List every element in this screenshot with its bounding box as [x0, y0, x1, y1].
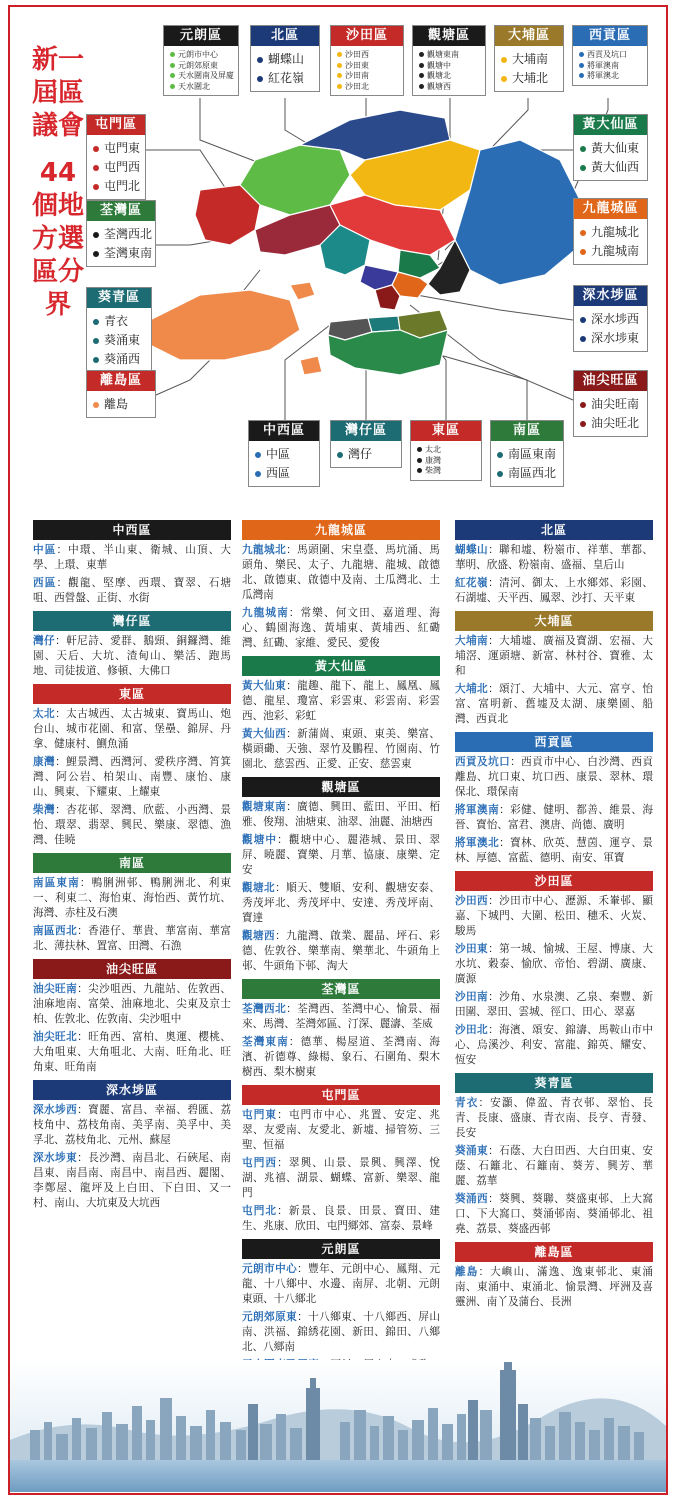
map-label-title: 東區: [411, 421, 481, 441]
bullet-icon: [170, 84, 175, 89]
constituency-areas: 九龍灣、啟業、麗晶、坪石、彩德、佐敦谷、樂華南、樂華北、牛頭角上邨、牛頭角下邨、淘大: [242, 930, 441, 972]
district-section: [242, 520, 440, 651]
constituency-name: 南區西北: [33, 925, 78, 937]
map-label-southern: [490, 420, 564, 487]
constituency-entry: 油尖旺南：尖沙咀西、九龍站、佐敦西、油麻地南、富榮、油麻地北、尖東及京士柏、佐敦北、佐敦南、尖沙咀中: [33, 983, 232, 1025]
bullet-icon: [93, 319, 99, 325]
map-label-title: 黃大仙區: [574, 115, 647, 135]
constituency-entry: 觀塘東南：廣德、興田、藍田、平田、栢雅、俊翔、油塘東、油翠、油麗、油塘西: [242, 801, 441, 828]
bullet-icon: [170, 52, 175, 57]
district-section: [33, 684, 231, 848]
constituency-name: 油尖旺南: [33, 983, 78, 995]
map-label-item: 屯門北: [93, 177, 139, 196]
constituency-entry: 元朗郊原東：十八鄉東、十八鄉西、屏山南、洪福、錦綉花園、新田、錦田、八鄉北、八鄉南: [242, 1311, 441, 1353]
constituency-entry: 油尖旺北：旺角西、富柏、奧運、櫻桃、大角咀東、大角咀北、大南、旺角北、旺角東、旺角南: [33, 1031, 232, 1073]
map-label-item: 中區: [255, 445, 313, 464]
constituency-name: 觀塘東南: [242, 801, 287, 813]
map-label-title: 灣仔區: [331, 421, 401, 441]
constituency-name: 將軍澳南: [455, 804, 500, 816]
district-section: [33, 611, 231, 679]
district-section-header: 沙田區: [455, 871, 653, 891]
map-label-item: 九龍城北: [580, 223, 641, 242]
constituency-name: 沙田南: [455, 991, 489, 1003]
list-column-3: [455, 520, 653, 1315]
constituency-areas: 大嶼山、滿逸、逸東邨北、東涌南、東涌中、東涌北、愉景灣、坪洲及喜靈洲、南丫及蒲台、長洲: [455, 1266, 654, 1308]
map-label-title: 屯門區: [87, 115, 145, 135]
constituency-areas: 觀龍、堅摩、西環、寶翠、石塘咀、西營盤、正街、水街: [33, 577, 232, 604]
constituency-entry: 柴灣：杏花邨、翠灣、欣藍、小西灣、景怡、環翠、翡翠、興民、樂康、翠德、漁灣、佳曉: [33, 804, 232, 846]
constituency-name: 離島: [455, 1266, 479, 1278]
bullet-icon: [93, 146, 99, 152]
constituency-name: 元朗郊原東: [242, 1311, 298, 1323]
map-label-item: 油尖旺南: [580, 395, 641, 414]
bullet-icon: [257, 76, 263, 82]
bullet-icon: [337, 84, 342, 89]
map-label-item: 觀塘北: [419, 71, 479, 82]
constituency-entry: 灣仔：軒尼詩、愛群、鵝頸、銅鑼灣、維園、天后、大坑、渣甸山、樂活、跑馬地、司徒拔道、修頓、大佛口: [33, 635, 232, 677]
district-section-header: 九龍城區: [242, 520, 440, 540]
constituency-entry: 屯門北：新景、良景、田景、寶田、建生、兆康、欣田、屯門鄉郊、富泰、景峰: [242, 1205, 441, 1232]
constituency-name: 沙田北: [455, 1024, 489, 1036]
constituency-entry: 中區：中環、半山東、衛城、山頂、大學、上環、東華: [33, 544, 232, 571]
map-label-title: 觀塘區: [413, 26, 485, 46]
constituency-entry: 離島：大嶼山、滿逸、逸東邨北、東涌南、東涌中、東涌北、愉景灣、坪洲及喜靈洲、南丫及蒲台、長洲: [455, 1266, 654, 1308]
constituency-name: 荃灣東南: [242, 1036, 289, 1048]
constituency-name: 灣仔: [33, 635, 56, 647]
constituency-name: 黃大仙東: [242, 680, 287, 692]
map-label-item: 元朗市中心: [170, 50, 232, 61]
constituency-name: 西區: [33, 577, 57, 589]
constituency-entry: 荃灣西北：荃灣西、荃灣中心、愉景、福來、馬灣、荃灣郊區、汀深、麗濤、荃威: [242, 1003, 441, 1030]
district-section-header: 黃大仙區: [242, 656, 440, 676]
district-section: [33, 959, 231, 1075]
district-section-header: 觀塘區: [242, 777, 440, 797]
constituency-entry: 九龍城南：常樂、何文田、嘉道理、海心、鶴園海逸、黃埔東、黃埔西、紅磡灣、紅磡、家維、愛民、愛俊: [242, 607, 441, 649]
constituency-name: 屯門東: [242, 1109, 278, 1121]
map-label-yuen-long: [163, 25, 239, 96]
constituency-areas: 廣德、興田、藍田、平田、栢雅、俊翔、油塘東、油翠、油麗、油塘西: [242, 801, 441, 828]
map-label-item: 柴灣: [417, 466, 475, 477]
district-section: [455, 732, 653, 866]
constituency-areas: 鴨脷洲邨、鴨脷洲北、利東一、利東二、海怡東、海怡西、黃竹坑、海灣、赤柱及石澳: [33, 877, 232, 919]
constituency-name: 中區: [33, 544, 57, 556]
bullet-icon: [580, 336, 586, 342]
constituency-entry: 葵涌東：石蔭、大白田西、大白田東、安蔭、石籬北、石籬南、葵芳、興芳、華麗、荔華: [455, 1145, 654, 1187]
constituency-entry: 觀塘西：九龍灣、啟業、麗晶、坪石、彩德、佐敦谷、樂華南、樂華北、牛頭角上邨、牛頭角下邨、淘大: [242, 930, 441, 972]
map-label-item: 沙田東: [337, 61, 397, 72]
bullet-icon: [417, 468, 422, 473]
bullet-icon: [580, 146, 586, 152]
constituency-name: 康灣: [33, 756, 56, 768]
constituency-areas: 長沙灣、南昌北、石硤尾、南昌東、南昌南、南昌中、南昌西、麗閣、李鄭屋、龍坪及上白田、下白田、又一村、南山、大坑東及大坑西: [33, 1152, 232, 1209]
constituency-areas: 香港仔、華貴、華富南、華富北、薄扶林、置富、田灣、石漁: [33, 925, 232, 952]
constituency-entry: 太北：太古城西、太古城東、寶馬山、炮台山、城市花園、和富、堡壘、錦屏、丹拿、健康村、鰂魚涌: [33, 708, 232, 750]
map-label-wan-chai: [330, 420, 402, 468]
constituency-areas: 十八鄉東、十八鄉西、屏山南、洪福、錦綉花園、新田、錦田、八鄉北、八鄉南: [242, 1311, 441, 1353]
constituency-entry: 元朗市中心：豐年、元朗中心、鳳翔、元龍、十八鄉中、水邊、南屏、北朝、元朗東頭、十八鄉北: [242, 1263, 441, 1305]
constituency-areas: 順天、雙順、安利、觀塘安泰、秀茂坪北、秀茂坪中、安達、秀茂坪南、寶達: [242, 882, 441, 924]
district-section: [242, 1085, 440, 1234]
constituency-entry: 南區東南：鴨脷洲邨、鴨脷洲北、利東一、利東二、海怡東、海怡西、黃竹坑、海灣、赤柱及石澳: [33, 877, 232, 919]
bullet-icon: [579, 52, 584, 57]
constituency-areas: 新景、良景、田景、寶田、建生、兆康、欣田、屯門鄉郊、富泰、景峰: [242, 1205, 441, 1232]
bullet-icon: [580, 249, 586, 255]
bullet-icon: [580, 421, 586, 427]
constituency-areas: 清河、御太、上水鄉郊、彩園、石湖墟、天平西、鳳翠、沙打、天平東: [455, 577, 654, 604]
constituency-entry: 康灣：鯉景灣、西灣河、愛秩序灣、筲箕灣、阿公岩、柏架山、南豐、康怡、康山、興東、下耀東、上耀東: [33, 756, 232, 798]
constituency-entry: 沙田北：海濱、頌安、錦濤、馬鞍山市中心、烏溪沙、利安、富龍、錦英、耀安、恆安: [455, 1024, 654, 1066]
constituency-areas: 石蔭、大白田西、大白田東、安蔭、石籬北、石籬南、葵芳、興芳、華麗、荔華: [455, 1145, 654, 1187]
constituency-areas: 彩健、健明、都善、維景、海晉、寶怡、富君、澳唐、尚德、廣明: [455, 804, 654, 831]
bullet-icon: [93, 232, 99, 238]
constituency-entry: 西貢及坑口：西貢市中心、白沙灣、西貢離島、坑口東、坑口西、康景、翠林、環保北、環保南: [455, 756, 654, 798]
constituency-name: 觀塘北: [242, 882, 276, 894]
constituency-entry: 屯門東：屯門市中心、兆置、安定、兆翠、友愛南、友愛北、新墟、掃管笏、三聖、恒福: [242, 1109, 441, 1151]
bullet-icon: [93, 402, 99, 408]
bullet-icon: [419, 52, 424, 57]
constituency-areas: 杏花邨、翠灣、欣藍、小西灣、景怡、環翠、翡翠、興民、樂康、翠德、漁灣、佳曉: [33, 804, 232, 846]
constituency-entry: 南區西北：香港仔、華貴、華富南、華富北、薄扶林、置富、田灣、石漁: [33, 925, 232, 952]
constituency-areas: 豐年、元朗中心、鳳翔、元龍、十八鄉中、水邊、南屏、北朝、元朗東頭、十八鄉北: [242, 1263, 441, 1305]
constituency-entry: 深水埗西：寶麗、富昌、幸福、碧匯、荔枝角中、荔枝角南、美孚南、美孚中、美孚北、荔枝角北、元州、蘇屋: [33, 1104, 232, 1146]
map-label-title: 大埔區: [495, 26, 563, 46]
constituency-name: 深水埗東: [33, 1152, 78, 1164]
constituency-entry: 黃大仙東：龍趣、龍下、龍上、鳳凰、鳳德、龍星、瓊富、彩雲東、彩雲南、彩雲西、池彩、彩虹: [242, 680, 441, 722]
constituency-entry: 大埔南：大埔墟、廣福及寶湖、宏福、大埔滘、運頭塘、新富、林村谷、寶雅、太和: [455, 635, 654, 677]
map-label-item: 將軍澳北: [579, 71, 641, 82]
skyline-illustration: [10, 1360, 666, 1492]
map-label-item: 油尖旺北: [580, 414, 641, 433]
map-label-item: 觀塘中: [419, 61, 479, 72]
district-section: [33, 853, 231, 954]
map-label-item: 九龍城南: [580, 242, 641, 261]
map-label-sham-shui-po: [573, 285, 648, 352]
constituency-areas: 聯和墟、粉嶺市、祥華、華都、華明、欣盛、粉嶺南、盛福、皇后山: [455, 544, 654, 571]
map-label-item: 離島: [93, 395, 149, 414]
map-label-wong-tai-sin: [573, 114, 648, 181]
constituency-entry: 黃大仙西：新蒲崗、東頭、東美、樂富、橫頭磡、天強、翠竹及鵬程、竹園南、竹園北、慈雲西、正愛、正安、慈雲東: [242, 728, 441, 770]
constituency-areas: 觀塘中心、麗港城、景田、翠屏、曉麗、寶樂、月華、協康、康樂、定安: [242, 834, 441, 876]
district-section: [33, 1080, 231, 1211]
bullet-icon: [417, 447, 422, 452]
map-label-item: 西貢及坑口: [579, 50, 641, 61]
map-label-item: 黃大仙西: [580, 158, 641, 177]
bullet-icon: [497, 471, 503, 477]
map-label-title: 南區: [491, 421, 563, 441]
district-section-header: 大埔區: [455, 611, 653, 631]
constituency-entry: 九龍城北：馬頭圍、宋皇臺、馬坑涌、馬頭角、樂民、太子、九龍塘、龍城、啟德北、啟德東、啟德中及南、土瓜灣北、土瓜灣南: [242, 544, 441, 601]
map-label-item: 荃灣西北: [93, 225, 149, 244]
map-label-item: 天水圍北: [170, 82, 232, 93]
bullet-icon: [93, 251, 99, 257]
map-label-title: 油尖旺區: [574, 371, 647, 391]
map-label-title: 離島區: [87, 371, 155, 391]
constituency-entry: 蝴蝶山：聯和墟、粉嶺市、祥華、華都、華明、欣盛、粉嶺南、盛福、皇后山: [455, 544, 654, 571]
constituency-entry: 紅花嶺：清河、御太、上水鄉郊、彩園、石湖墟、天平西、鳳翠、沙打、天平東: [455, 577, 654, 604]
title-line-1: 新一屆區議會: [31, 45, 84, 141]
district-section-header: 中西區: [33, 520, 231, 540]
constituency-name: 觀塘中: [242, 834, 278, 846]
map-label-item: 葵涌東: [93, 331, 145, 350]
map-label-title: 荃灣區: [87, 201, 155, 221]
map-regions: [150, 110, 580, 375]
bullet-icon: [337, 63, 342, 68]
constituency-areas: 龍趣、龍下、龍上、鳳凰、鳳德、龍星、瓊富、彩雲東、彩雲南、彩雲西、池彩、彩虹: [242, 680, 441, 722]
district-section-header: 元朗區: [242, 1239, 440, 1259]
map-label-kwun-tong: [412, 25, 486, 96]
district-section: [455, 1242, 653, 1310]
constituency-areas: 寶林、欣英、慧茵、運亨、景林、厚德、富藍、德明、南安、軍寶: [455, 837, 654, 864]
map-label-title: 深水埗區: [574, 286, 647, 306]
list-column-2: [242, 520, 440, 1441]
constituency-entry: 沙田南：沙角、水泉澳、乙泉、秦豐、新田圍、翠田、雲城、徑口、田心、翠嘉: [455, 991, 654, 1018]
bullet-icon: [337, 73, 342, 78]
bullet-icon: [580, 402, 586, 408]
map-label-item: 天水圍南及屏廈: [170, 71, 232, 82]
district-section: [242, 777, 440, 974]
constituency-areas: 寶麗、富昌、幸福、碧匯、荔枝角中、荔枝角南、美孚南、美孚中、美孚北、荔枝角北、元州、蘇屋: [33, 1104, 232, 1146]
constituency-name: 屯門西: [242, 1157, 278, 1169]
constituency-entry: 沙田西：沙田市中心、瀝源、禾輋邨、顯嘉、下城門、大圍、松田、穗禾、火炭、駿馬: [455, 895, 654, 937]
constituency-entry: 觀塘中：觀塘中心、麗港城、景田、翠屏、曉麗、寶樂、月華、協康、康樂、定安: [242, 834, 441, 876]
bullet-icon: [93, 338, 99, 344]
constituency-entry: 將軍澳南：彩健、健明、都善、維景、海晉、寶怡、富君、澳唐、尚德、廣明: [455, 804, 654, 831]
district-section: [33, 520, 231, 606]
bullet-icon: [497, 452, 503, 458]
constituency-areas: 鯉景灣、西灣河、愛秩序灣、筲箕灣、阿公岩、柏架山、南豐、康怡、康山、興東、下耀東、上耀東: [33, 756, 232, 798]
constituency-name: 沙田東: [455, 943, 489, 955]
map-label-title: 葵青區: [87, 288, 151, 308]
bullet-icon: [580, 165, 586, 171]
title-line-2: 44個地方選區分界: [31, 158, 84, 320]
constituency-name: 黃大仙西: [242, 728, 287, 740]
region-islands: [150, 290, 300, 360]
constituency-areas: 沙田市中心、瀝源、禾輋邨、顯嘉、下城門、大圍、松田、穗禾、火炭、駿馬: [455, 895, 654, 937]
map-label-item: 黃大仙東: [580, 139, 641, 158]
map-label-item: 沙田北: [337, 82, 397, 93]
map-label-item: 南區西北: [497, 464, 557, 483]
constituency-areas: 頌汀、大埔中、大元、富亨、怡富、富明新、舊墟及太湖、康樂園、船灣、西貢北: [455, 683, 654, 725]
constituency-areas: 沙角、水泉澳、乙泉、秦豐、新田圍、翠田、雲城、徑口、田心、翠嘉: [455, 991, 654, 1018]
map-label-item: 屯門西: [93, 158, 139, 177]
constituency-areas: 太古城西、太古城東、寶馬山、炮台山、城市花園、和富、堡壘、錦屏、丹拿、健康村、鰂魚涌: [33, 708, 232, 750]
map-label-item: 南區東南: [497, 445, 557, 464]
constituency-name: 九龍城北: [242, 544, 287, 556]
bullet-icon: [417, 458, 422, 463]
constituency-entry: 荃灣東南：德華、楊屋道、荃灣南、海濱、祈德尊、綠楊、象石、石圍角、梨木樹西、梨木樹東: [242, 1036, 441, 1078]
map-label-sha-tin: [330, 25, 404, 96]
map-label-tuen-mun: [86, 114, 146, 200]
list-column-1: [33, 520, 231, 1216]
constituency-entry: 屯門西：翠興、山景、景興、興澤、悅湖、兆禧、湖景、蝴蝶、富新、樂翠、龍門: [242, 1157, 441, 1199]
district-section: [242, 656, 440, 772]
constituency-areas: 常樂、何文田、嘉道理、海心、鶴園海逸、黃埔東、黃埔西、紅磡灣、紅磡、家維、愛民、愛俊: [242, 607, 441, 649]
map-label-item: 沙田南: [337, 71, 397, 82]
constituency-entry: 沙田東：第一城、愉城、王屋、博康、大水坑、穀泰、愉欣、帝怡、碧湖、廣康、廣源: [455, 943, 654, 985]
constituency-name: 葵涌東: [455, 1145, 489, 1157]
constituency-entry: 觀塘北：順天、雙順、安利、觀塘安泰、秀茂坪北、秀茂坪中、安達、秀茂坪南、寶達: [242, 882, 441, 924]
district-section: [455, 1073, 653, 1237]
constituency-areas: 軒尼詩、愛群、鵝頸、銅鑼灣、維園、天后、大坑、渣甸山、樂活、跑馬地、司徒拔道、修頓、大佛口: [33, 635, 232, 677]
bullet-icon: [257, 57, 263, 63]
constituency-name: 屯門北: [242, 1205, 278, 1217]
bullet-icon: [93, 357, 99, 363]
map-label-item: 元朗郊原東: [170, 61, 232, 72]
map-label-item: 葵涌西: [93, 350, 145, 369]
constituency-areas: 安灝、偉盈、青衣邨、翠怡、長青、長康、盛康、青衣南、長亨、青發、長安: [455, 1097, 654, 1139]
map-label-central-western: [248, 420, 320, 487]
district-section: [242, 979, 440, 1080]
map-label-north: [250, 25, 320, 92]
district-section-header: 南區: [33, 853, 231, 873]
constituency-name: 深水埗西: [33, 1104, 78, 1116]
district-section: [455, 871, 653, 1068]
map-label-title: 九龍城區: [574, 199, 647, 219]
constituency-name: 紅花嶺: [455, 577, 489, 589]
district-section-header: 葵青區: [455, 1073, 653, 1093]
constituency-name: 九龍城南: [242, 607, 289, 619]
constituency-areas: 西貢市中心、白沙灣、西貢離島、坑口東、坑口西、康景、翠林、環保北、環保南: [455, 756, 654, 798]
constituency-name: 蝴蝶山: [455, 544, 489, 556]
constituency-name: 南區東南: [33, 877, 80, 889]
constituency-name: 觀塘西: [242, 930, 276, 942]
map-label-title: 西貢區: [573, 26, 647, 46]
bullet-icon: [93, 184, 99, 190]
constituency-areas: 新蒲崗、東頭、東美、樂富、橫頭磡、天強、翠竹及鵬程、竹園南、竹園北、慈雲西、正愛、正安、慈雲東: [242, 728, 441, 770]
map-label-item: 深水埗西: [580, 310, 641, 329]
region-islands-small: [290, 282, 315, 300]
map-label-item: 大埔北: [501, 69, 557, 88]
map-label-item: 荃灣東南: [93, 244, 149, 263]
map-label-item: 紅花嶺: [257, 69, 313, 88]
constituency-entry: 將軍澳北：寶林、欣英、慧茵、運亨、景林、厚德、富藍、德明、南安、軍寶: [455, 837, 654, 864]
map-label-item: 觀塘東南: [419, 50, 479, 61]
constituency-entry: 西區：觀龍、堅摩、西環、寶翠、石塘咀、西營盤、正街、水街: [33, 577, 232, 604]
map-label-item: 深水埗東: [580, 329, 641, 348]
constituency-entry: 葵涌西：葵興、葵聯、葵盛東邨、上大窩口、下大窩口、葵涌邨南、葵涌邨北、祖堯、荔景、葵盛西邨: [455, 1193, 654, 1235]
map-label-item: 青衣: [93, 312, 145, 331]
constituency-areas: 馬頭圍、宋皇臺、馬坑涌、馬頭角、樂民、太子、九龍塘、龍城、啟德北、啟德東、啟德中及南、土瓜灣北、土瓜灣南: [242, 544, 441, 601]
constituency-name: 葵涌西: [455, 1193, 489, 1205]
constituency-name: 元朗市中心: [242, 1263, 298, 1275]
map-label-title: 北區: [251, 26, 319, 46]
map-label-eastern: [410, 420, 482, 481]
bullet-icon: [501, 76, 507, 82]
constituency-name: 大埔北: [455, 683, 489, 695]
bullet-icon: [337, 52, 342, 57]
map-label-kwai-tsing: [86, 287, 152, 373]
map-label-item: 康灣: [417, 456, 475, 467]
constituency-areas: 海濱、頌安、錦濤、馬鞍山市中心、烏溪沙、利安、富龍、錦英、耀安、恆安: [455, 1024, 654, 1066]
bullet-icon: [337, 452, 343, 458]
district-section-header: 東區: [33, 684, 231, 704]
map-label-item: 蝴蝶山: [257, 50, 313, 69]
bullet-icon: [255, 471, 261, 477]
map-label-title: 中西區: [249, 421, 319, 441]
region-wan-chai: [368, 316, 400, 332]
map-label-kowloon-city: [573, 198, 648, 265]
bullet-icon: [579, 73, 584, 78]
district-section-header: 西貢區: [455, 732, 653, 752]
bullet-icon: [255, 452, 261, 458]
bullet-icon: [419, 63, 424, 68]
constituency-areas: 翠興、山景、景興、興澤、悅湖、兆禧、湖景、蝴蝶、富新、樂翠、龍門: [242, 1157, 441, 1199]
map-label-item: 灣仔: [337, 445, 395, 464]
map-label-item: 太北: [417, 445, 475, 456]
constituency-name: 將軍澳北: [455, 837, 500, 849]
map-label-item: 沙田西: [337, 50, 397, 61]
bullet-icon: [580, 317, 586, 323]
constituency-entry: 青衣：安灝、偉盈、青衣邨、翠怡、長青、長康、盛康、青衣南、長亨、青發、長安: [455, 1097, 654, 1139]
district-section-header: 深水埗區: [33, 1080, 231, 1100]
map-label-item: 觀塘西: [419, 82, 479, 93]
district-section: [455, 611, 653, 727]
map-label-sai-kung: [572, 25, 648, 86]
constituency-name: 青衣: [455, 1097, 479, 1109]
district-section-header: 北區: [455, 520, 653, 540]
map-label-item: 屯門東: [93, 139, 139, 158]
constituency-areas: 屯門市中心、兆置、安定、兆翠、友愛南、友愛北、新墟、掃管笏、三聖、恒福: [242, 1109, 441, 1151]
district-section-header: 屯門區: [242, 1085, 440, 1105]
map-label-item: 將軍澳南: [579, 61, 641, 72]
bullet-icon: [170, 63, 175, 68]
constituency-areas: 德華、楊屋道、荃灣南、海濱、祈德尊、綠楊、象石、石圍角、梨木樹西、梨木樹東: [242, 1036, 441, 1078]
constituency-name: 沙田西: [455, 895, 489, 907]
district-section-header: 離島區: [455, 1242, 653, 1262]
constituency-areas: 尖沙咀西、九龍站、佐敦西、油麻地南、富榮、油麻地北、尖東及京士柏、佐敦北、佐敦南、尖沙咀中: [33, 983, 232, 1025]
bullet-icon: [579, 63, 584, 68]
district-section-header: 荃灣區: [242, 979, 440, 999]
constituency-name: 荃灣西北: [242, 1003, 287, 1015]
map-label-tsuen-wan: [86, 200, 156, 267]
district-section-header: 灣仔區: [33, 611, 231, 631]
bullet-icon: [419, 73, 424, 78]
bullet-icon: [93, 165, 99, 171]
constituency-name: 大埔南: [455, 635, 489, 647]
constituency-name: 西貢及坑口: [455, 756, 511, 768]
constituency-name: 油尖旺北: [33, 1031, 78, 1043]
bullet-icon: [419, 84, 424, 89]
map-label-islands: [86, 370, 156, 418]
map-label-item: 西區: [255, 464, 313, 483]
constituency-areas: 旺角西、富柏、奧運、櫻桃、大角咀東、大角咀北、大南、旺角北、旺角東、旺角南: [33, 1031, 232, 1073]
district-section: [455, 520, 653, 606]
bullet-icon: [501, 57, 507, 63]
bullet-icon: [170, 73, 175, 78]
bullet-icon: [580, 230, 586, 236]
district-section-header: 油尖旺區: [33, 959, 231, 979]
constituency-areas: 大埔墟、廣福及寶湖、宏福、大埔滘、運頭塘、新富、林村谷、寶雅、太和: [455, 635, 654, 677]
constituency-name: 柴灣: [33, 804, 56, 816]
constituency-areas: 荃灣西、荃灣中心、愉景、福來、馬灣、荃灣郊區、汀深、麗濤、荃威: [242, 1003, 441, 1030]
constituency-name: 太北: [33, 708, 56, 720]
constituency-entry: 大埔北：頌汀、大埔中、大元、富亨、怡富、富明新、舊墟及太湖、康樂園、船灣、西貢北: [455, 683, 654, 725]
map-label-item: 大埔南: [501, 50, 557, 69]
map-label-tai-po: [494, 25, 564, 92]
map-label-title: 元朗區: [164, 26, 238, 46]
constituency-areas: 中環、半山東、衛城、山頂、大學、上環、東華: [33, 544, 232, 571]
constituency-areas: 葵興、葵聯、葵盛東邨、上大窩口、下大窩口、葵涌邨南、葵涌邨北、祖堯、荔景、葵盛西邨: [455, 1193, 654, 1235]
region-islands-small-2: [300, 356, 322, 375]
constituency-entry: 深水埗東：長沙灣、南昌北、石硤尾、南昌東、南昌南、南昌中、南昌西、麗閣、李鄭屋、龍坪及上白田、下白田、又一村、南山、大坑東及大坑西: [33, 1152, 232, 1209]
map-label-yau-tsim-mong: [573, 370, 648, 437]
map-label-title: 沙田區: [331, 26, 403, 46]
constituency-areas: 第一城、愉城、王屋、博康、大水坑、穀泰、愉欣、帝怡、碧湖、廣康、廣源: [455, 943, 654, 985]
